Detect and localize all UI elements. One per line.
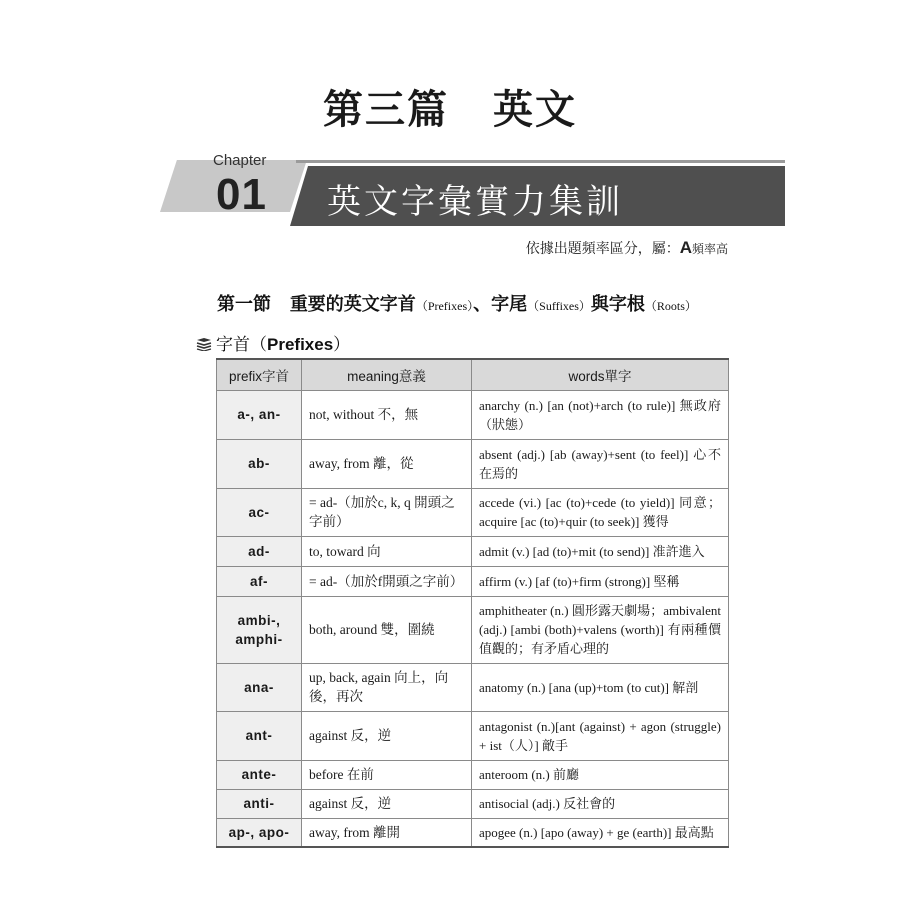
part-subject: 英文 [493, 87, 577, 133]
subsection-end: ） [333, 335, 351, 355]
subsection-zh: 字首（ [216, 335, 267, 355]
prefix-cell: ana- [217, 663, 302, 711]
table-row [217, 711, 729, 760]
chapter-label: Chapter [213, 152, 267, 169]
frequency-grade: A [679, 238, 692, 257]
header-words: words單字 [472, 359, 729, 390]
section-sep: 、字尾 [473, 294, 528, 315]
chapter-banner [160, 140, 785, 232]
subsection-en: Prefixes [267, 335, 334, 354]
table-row [217, 439, 729, 488]
words-cell: antisocial (adj.) 反社會的 [472, 789, 729, 818]
section-number: 第一節 [217, 294, 271, 315]
prefix-cell: ambi-, amphi- [217, 596, 302, 663]
words-cell: apogee (n.) [apo (away) + ge (earth)] 最高點 [472, 818, 729, 847]
words-cell: accede (vi.) [ac (to)+cede (to yield)] 同意；acquire [ac (to)+quir (to seek)] 獲得 [472, 488, 729, 536]
section-title-text: 重要的英文字首 [289, 294, 416, 315]
section-en-prefixes: （Prefixes） [415, 299, 474, 313]
frequency-note [526, 238, 728, 258]
table-row [217, 566, 729, 596]
meaning-cell: both, around 雙，圍繞 [302, 596, 472, 663]
table-row [217, 488, 729, 536]
chapter-title: 英文字彙實力集訓 [327, 182, 623, 222]
prefix-cell: ac- [217, 488, 302, 536]
table-row [217, 818, 729, 847]
table-row [217, 390, 729, 439]
words-cell: affirm (v.) [af (to)+firm (strong)] 堅稱 [472, 566, 729, 596]
table-row [217, 663, 729, 711]
words-cell: anarchy (n.) [an (not)+arch (to rule)] 無政府（狀態） [472, 390, 729, 439]
chapter-number: 01 [216, 170, 267, 219]
table-row [217, 536, 729, 566]
header-prefix: prefix字首 [217, 359, 302, 390]
meaning-cell: to, toward 向 [302, 536, 472, 566]
words-cell: anteroom (n.) 前廳 [472, 760, 729, 789]
meaning-cell: not, without 不，無 [302, 390, 472, 439]
banner-line [296, 160, 785, 163]
table-row [217, 789, 729, 818]
part-number: 第三篇 [323, 87, 449, 133]
prefix-cell: af- [217, 566, 302, 596]
prefix-cell: ab- [217, 439, 302, 488]
meaning-cell: away, from 離開 [302, 818, 472, 847]
table-header-row [217, 359, 729, 390]
frequency-prefix: 依據出題頻率區分，屬： [525, 241, 680, 257]
words-cell: admit (v.) [ad (to)+mit (to send)] 准許進入 [472, 536, 729, 566]
meaning-cell: against 反，逆 [302, 711, 472, 760]
words-cell: amphitheater (n.) 圓形露天劇場；ambivalent (adj.) [ambi (both)+valens (worth)] 有兩種價值觀的；有矛盾心理的 [472, 596, 729, 663]
section-en-suffixes: （Suffixes） [527, 299, 591, 313]
book-stack-icon [196, 337, 212, 351]
table-row [217, 760, 729, 789]
prefix-table [216, 358, 729, 848]
part-title [0, 78, 900, 135]
meaning-cell: away, from 離，從 [302, 439, 472, 488]
meaning-cell: up, back, again 向上，向後，再次 [302, 663, 472, 711]
words-cell: antagonist (n.)[ant (against) + agon (struggle) + ist（人）] 敵手 [472, 711, 729, 760]
table-row [217, 596, 729, 663]
section-and: 與字根 [590, 294, 645, 315]
subsection-title [196, 330, 350, 355]
prefix-cell: ant- [217, 711, 302, 760]
section-title [217, 290, 697, 316]
frequency-suffix: 頻率高 [691, 242, 728, 256]
section-en-roots: （Roots） [644, 299, 697, 313]
words-cell: absent (adj.) [ab (away)+sent (to feel)] 心不在焉的 [472, 439, 729, 488]
meaning-cell: before 在前 [302, 760, 472, 789]
prefix-cell: ad- [217, 536, 302, 566]
meaning-cell: = ad-（加於c, k, q 開頭之字前） [302, 488, 472, 536]
prefix-cell: a-, an- [217, 390, 302, 439]
meaning-cell: = ad-（加於f開頭之字前） [302, 566, 472, 596]
prefix-cell: anti- [217, 789, 302, 818]
prefix-cell: ante- [217, 760, 302, 789]
words-cell: anatomy (n.) [ana (up)+tom (to cut)] 解剖 [472, 663, 729, 711]
prefix-cell: ap-, apo- [217, 818, 302, 847]
header-meaning: meaning意義 [302, 359, 472, 390]
meaning-cell: against 反，逆 [302, 789, 472, 818]
